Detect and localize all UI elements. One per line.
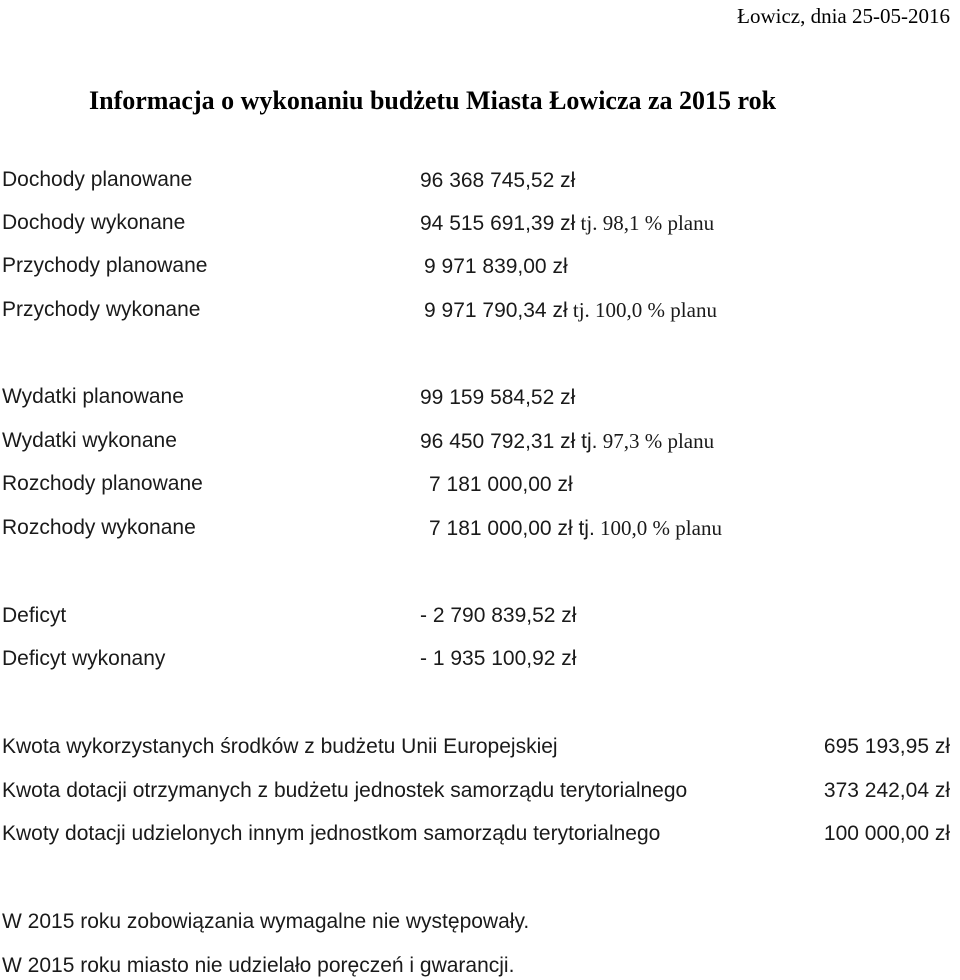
row-outflows-executed bbox=[0, 516, 960, 546]
row-revenue-planned bbox=[0, 254, 960, 284]
row-label: Rozchody wykonane bbox=[2, 516, 196, 539]
row-label: Deficyt bbox=[2, 604, 67, 627]
row-income-planned bbox=[0, 168, 960, 198]
row-expenses-planned bbox=[0, 385, 960, 415]
row-amount: 373 242,04 zł bbox=[823, 779, 950, 802]
document-title: Informacja o wykonaniu budżetu Miasta Łowicza za 2015 rok bbox=[89, 86, 777, 115]
row-label: Kwoty dotacji udzielonych innym jednostkom samorządu terytorialnego bbox=[2, 822, 661, 845]
row-label: Przychody planowane bbox=[2, 254, 208, 277]
row-amount: 96 368 745,52 zł bbox=[420, 169, 576, 192]
row-label: Rozchody planowane bbox=[2, 472, 203, 495]
row-label: Deficyt wykonany bbox=[2, 647, 166, 670]
row-amount: 96 450 792,31 zł tj. 97,3 % planu bbox=[420, 429, 715, 453]
row-amount: - 2 790 839,52 zł bbox=[420, 604, 577, 627]
row-label: Przychody wykonane bbox=[2, 298, 201, 321]
row-expenses-executed bbox=[0, 429, 960, 459]
document-date: Łowicz, dnia 25-05-2016 bbox=[737, 4, 950, 28]
row-amount: 7 181 000,00 zł tj. 100,0 % planu bbox=[429, 516, 722, 540]
row-amount: 94 515 691,39 zł tj. 98,1 % planu bbox=[420, 211, 715, 235]
row-amount: 99 159 584,52 zł bbox=[420, 386, 576, 409]
row-income-executed bbox=[0, 211, 960, 241]
row-amount: 7 181 000,00 zł bbox=[429, 473, 573, 496]
row-amount: 9 971 790,34 zł tj. 100,0 % planu bbox=[424, 298, 717, 322]
note-liabilities: W 2015 roku zobowiązania wymagalne nie występowały. bbox=[2, 910, 530, 933]
row-outflows-planned bbox=[0, 472, 960, 502]
row-grants-given bbox=[0, 822, 960, 852]
row-eu-funds bbox=[0, 735, 960, 765]
row-label: Wydatki planowane bbox=[2, 385, 184, 408]
row-amount: 695 193,95 zł bbox=[823, 735, 950, 758]
row-deficit bbox=[0, 604, 960, 634]
row-label: Kwota dotacji otrzymanych z budżetu jednostek samorządu terytorialnego bbox=[2, 779, 688, 802]
row-revenue-executed bbox=[0, 298, 960, 328]
row-amount: - 1 935 100,92 zł bbox=[420, 647, 577, 670]
row-label: Dochody wykonane bbox=[2, 211, 186, 234]
row-amount: 9 971 839,00 zł bbox=[424, 255, 568, 278]
row-amount: 100 000,00 zł bbox=[823, 822, 950, 845]
row-deficit-executed bbox=[0, 647, 960, 677]
note-guarantees: W 2015 roku miasto nie udzielało poręczeń i gwarancji. bbox=[2, 954, 515, 977]
row-grants-received bbox=[0, 779, 960, 809]
row-label: Kwota wykorzystanych środków z budżetu Unii Europejskiej bbox=[2, 735, 558, 758]
row-label: Wydatki wykonane bbox=[2, 429, 177, 452]
row-label: Dochody planowane bbox=[2, 168, 193, 191]
